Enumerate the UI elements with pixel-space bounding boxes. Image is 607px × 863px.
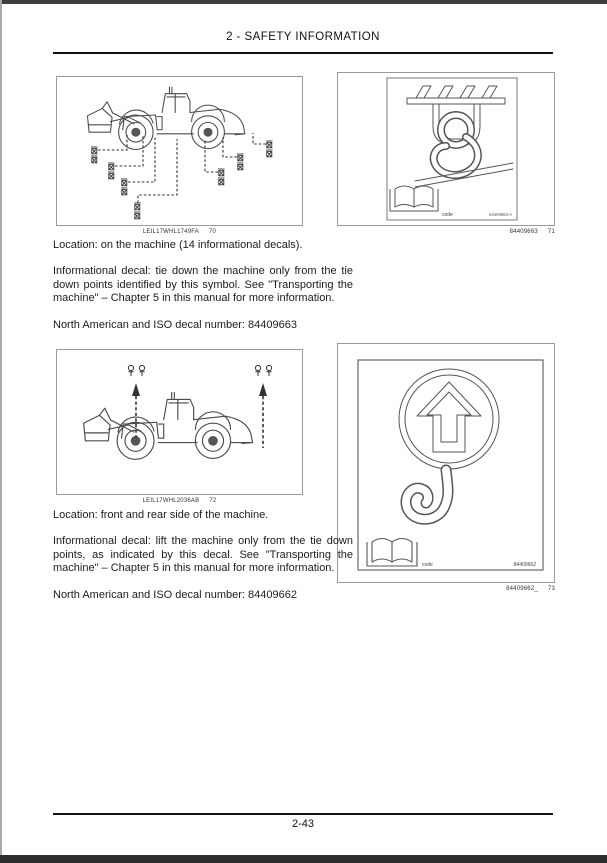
decal-number-line: North American and ISO decal number: 84409662	[53, 588, 297, 601]
location-line: Location: on the machine (14 informational decals).	[53, 239, 303, 251]
bottom-edge-bar	[0, 855, 607, 863]
figure-70-number: 70	[208, 229, 217, 235]
top-edge-bar	[0, 0, 607, 4]
section-lift-text	[53, 509, 353, 602]
page-number: 2-43	[291, 818, 315, 830]
figure-71-number: 71	[547, 229, 555, 235]
page-header-title: 2 - SAFETY INFORMATION	[226, 31, 380, 43]
decal-description: Informational decal: tie down the machine only from the tie down points identified by this symbol. See "Transporting the machine" – Chapter 5 in this manual for more information.	[53, 265, 353, 305]
section-tie-down-text	[53, 239, 353, 332]
figure-72-caption	[56, 497, 303, 505]
operator-manual-book-icon	[390, 186, 438, 211]
wheel-loader-tie-down-locations-drawing	[57, 77, 302, 225]
figure-70-caption	[56, 228, 303, 236]
figure-73-number: 73	[547, 586, 555, 592]
wheel-loader-lift-points-drawing	[57, 350, 302, 494]
figure-71-tie-down-decal	[337, 72, 555, 236]
loader-side-view	[84, 392, 253, 459]
figure-73-code: 84409662_	[506, 586, 538, 592]
left-edge-border	[0, 0, 2, 863]
decal-part-number: 84409662	[513, 562, 536, 568]
decal-code-label: code	[422, 562, 433, 568]
figure-70-code: LEIL17WHL1749FA	[142, 229, 199, 235]
figure-71-frame	[337, 72, 555, 226]
figure-71-code: 84409663	[509, 229, 538, 235]
footer-rule	[53, 813, 553, 815]
location-line: Location: front and rear side of the machine.	[53, 509, 269, 521]
figure-70-frame	[56, 76, 303, 226]
operator-manual-book-icon	[367, 539, 417, 567]
figure-70-machine-decal-locations	[56, 76, 303, 236]
figure-72-number: 72	[209, 498, 217, 504]
tie-down-mini-decal-symbols	[91, 141, 273, 219]
figure-72-machine-lift-points	[56, 349, 303, 505]
figure-73-lift-decal	[337, 343, 555, 593]
figure-71-caption	[337, 228, 555, 236]
lift-decal-drawing	[338, 344, 554, 582]
figure-72-code: LEIL17WHL2036AB	[142, 498, 200, 504]
decal-part-number: 84409663-A	[489, 212, 512, 217]
tie-down-decal-drawing	[338, 73, 554, 225]
lift-mini-decal-symbols	[128, 365, 271, 376]
figure-72-frame	[56, 349, 303, 495]
decal-code-label: code	[442, 212, 453, 218]
decal-number-line: North American and ISO decal number: 84409663	[53, 318, 297, 331]
figure-73-caption	[337, 585, 555, 593]
header-rule	[53, 52, 553, 54]
figure-73-frame	[337, 343, 555, 583]
decal-description: Informational decal: lift the machine only from the tie down points, as indicated by this decal. See "Transporting the machine" – Chapter 5 in this manual for more information.	[53, 535, 353, 575]
loader-side-view	[87, 87, 244, 149]
lift-point-arrows	[132, 383, 267, 448]
